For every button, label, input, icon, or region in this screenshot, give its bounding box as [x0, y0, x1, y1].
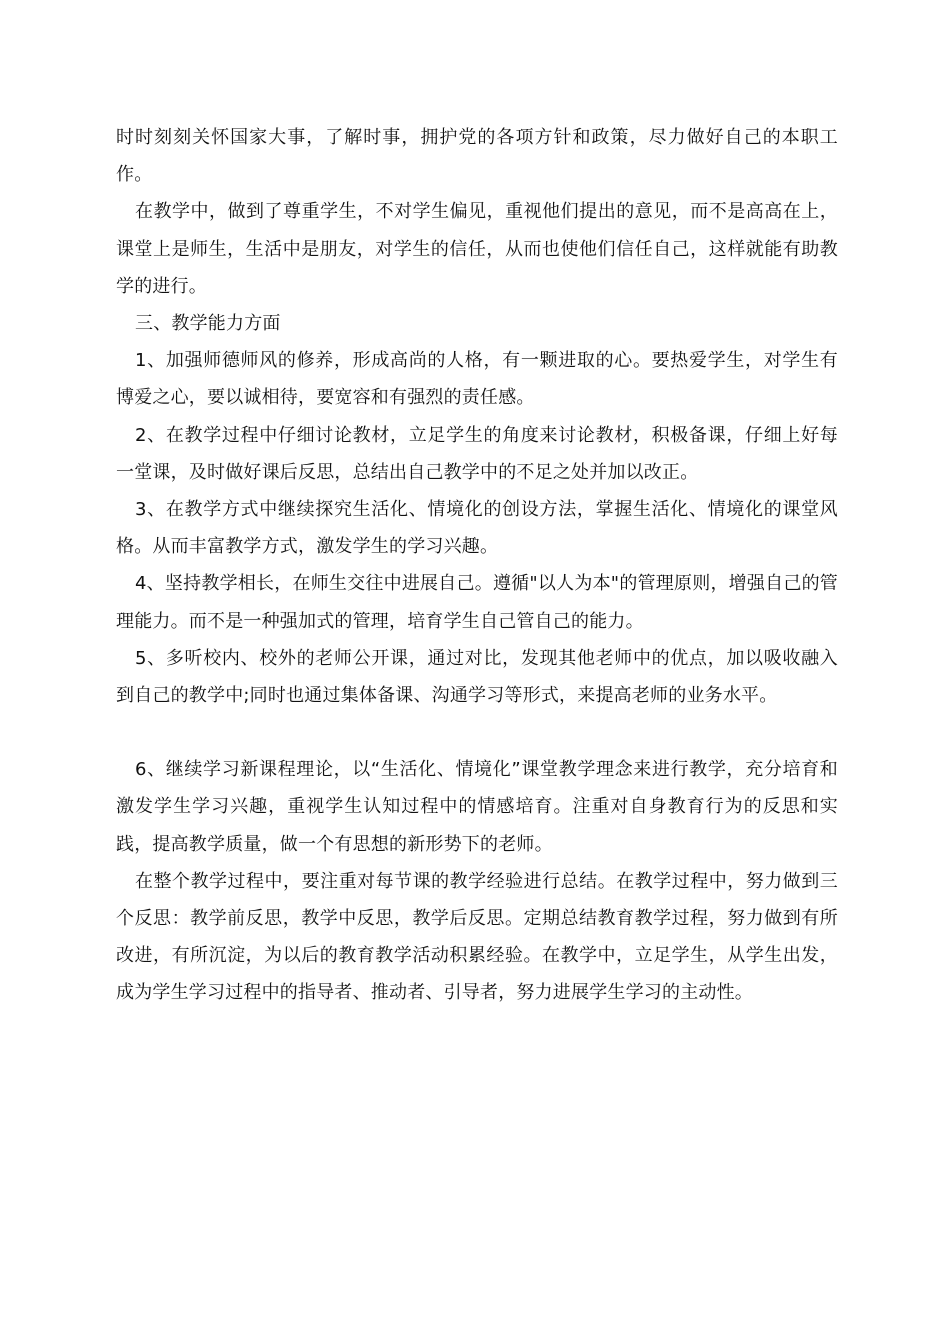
section-heading: 三、教学能力方面: [135, 313, 281, 335]
list-item-2: 2、在教学过程中仔细讨论教材，立足学生的角度来讨论教材，积极备课，仔细上好每一堂课，及时做好课后反思，总结出自己教学中的不足之处并加以改正。: [116, 424, 838, 483]
paragraph-1: 时时刻刻关怀国家大事，了解时事，拥护党的各项方针和政策，尽力做好自己的本职工作。: [116, 127, 838, 186]
list-item-1: 1、加强师德师风的修养，形成高尚的人格，有一颗进取的心。要热爱学生，对学生有博爱之心，要以诚相待，要宽容和有强烈的责任感。: [116, 350, 838, 409]
blank-line: [116, 714, 838, 751]
list-item-4: 4、坚持教学相长，在师生交往中进展自己。遵循"以人为本"的管理原则，增强自己的管理能力。而不是一种强加式的管理，培育学生自己管自己的能力。: [116, 573, 838, 632]
document-body: [116, 119, 838, 1012]
summary-paragraph: 在整个教学过程中，要注重对每节课的教学经验进行总结。在教学过程中，努力做到三个反思：教学前反思，教学中反思，教学后反思。定期总结教育教学过程，努力做到有所改进，有所沉淀，为以后的教育教学活动积累经验。在教学中，立足学生，从学生出发，成为学生学习过程中的指导者、推动者、引导者，努力进展学生学习的主动性。: [116, 870, 838, 1004]
list-item-5: 5、多听校内、校外的老师公开课，通过对比，发现其他老师中的优点，加以吸收融入到自己的教学中;同时也通过集体备课、沟通学习等形式，来提高老师的业务水平。: [116, 647, 838, 707]
paragraph-2: 在教学中，做到了尊重学生，不对学生偏见，重视他们提出的意见，而不是高高在上，课堂上是师生，生活中是朋友，对学生的信任，从而也使他们信任自己，这样就能有助教学的进行。: [116, 201, 838, 297]
list-item-3: 3、在教学方式中继续探究生活化、情境化的创设方法，掌握生活化、情境化的课堂风格。从而丰富教学方式，激发学生的学习兴趣。: [116, 499, 838, 558]
list-item-6: 6、继续学习新课程理论，以“生活化、情境化”课堂教学理念来进行教学，充分培育和激发学生学习兴趣，重视学生认知过程中的情感培育。注重对自身教育行为的反思和实践，提高教学质量，做一个有思想的新形势下的老师。: [116, 759, 838, 855]
